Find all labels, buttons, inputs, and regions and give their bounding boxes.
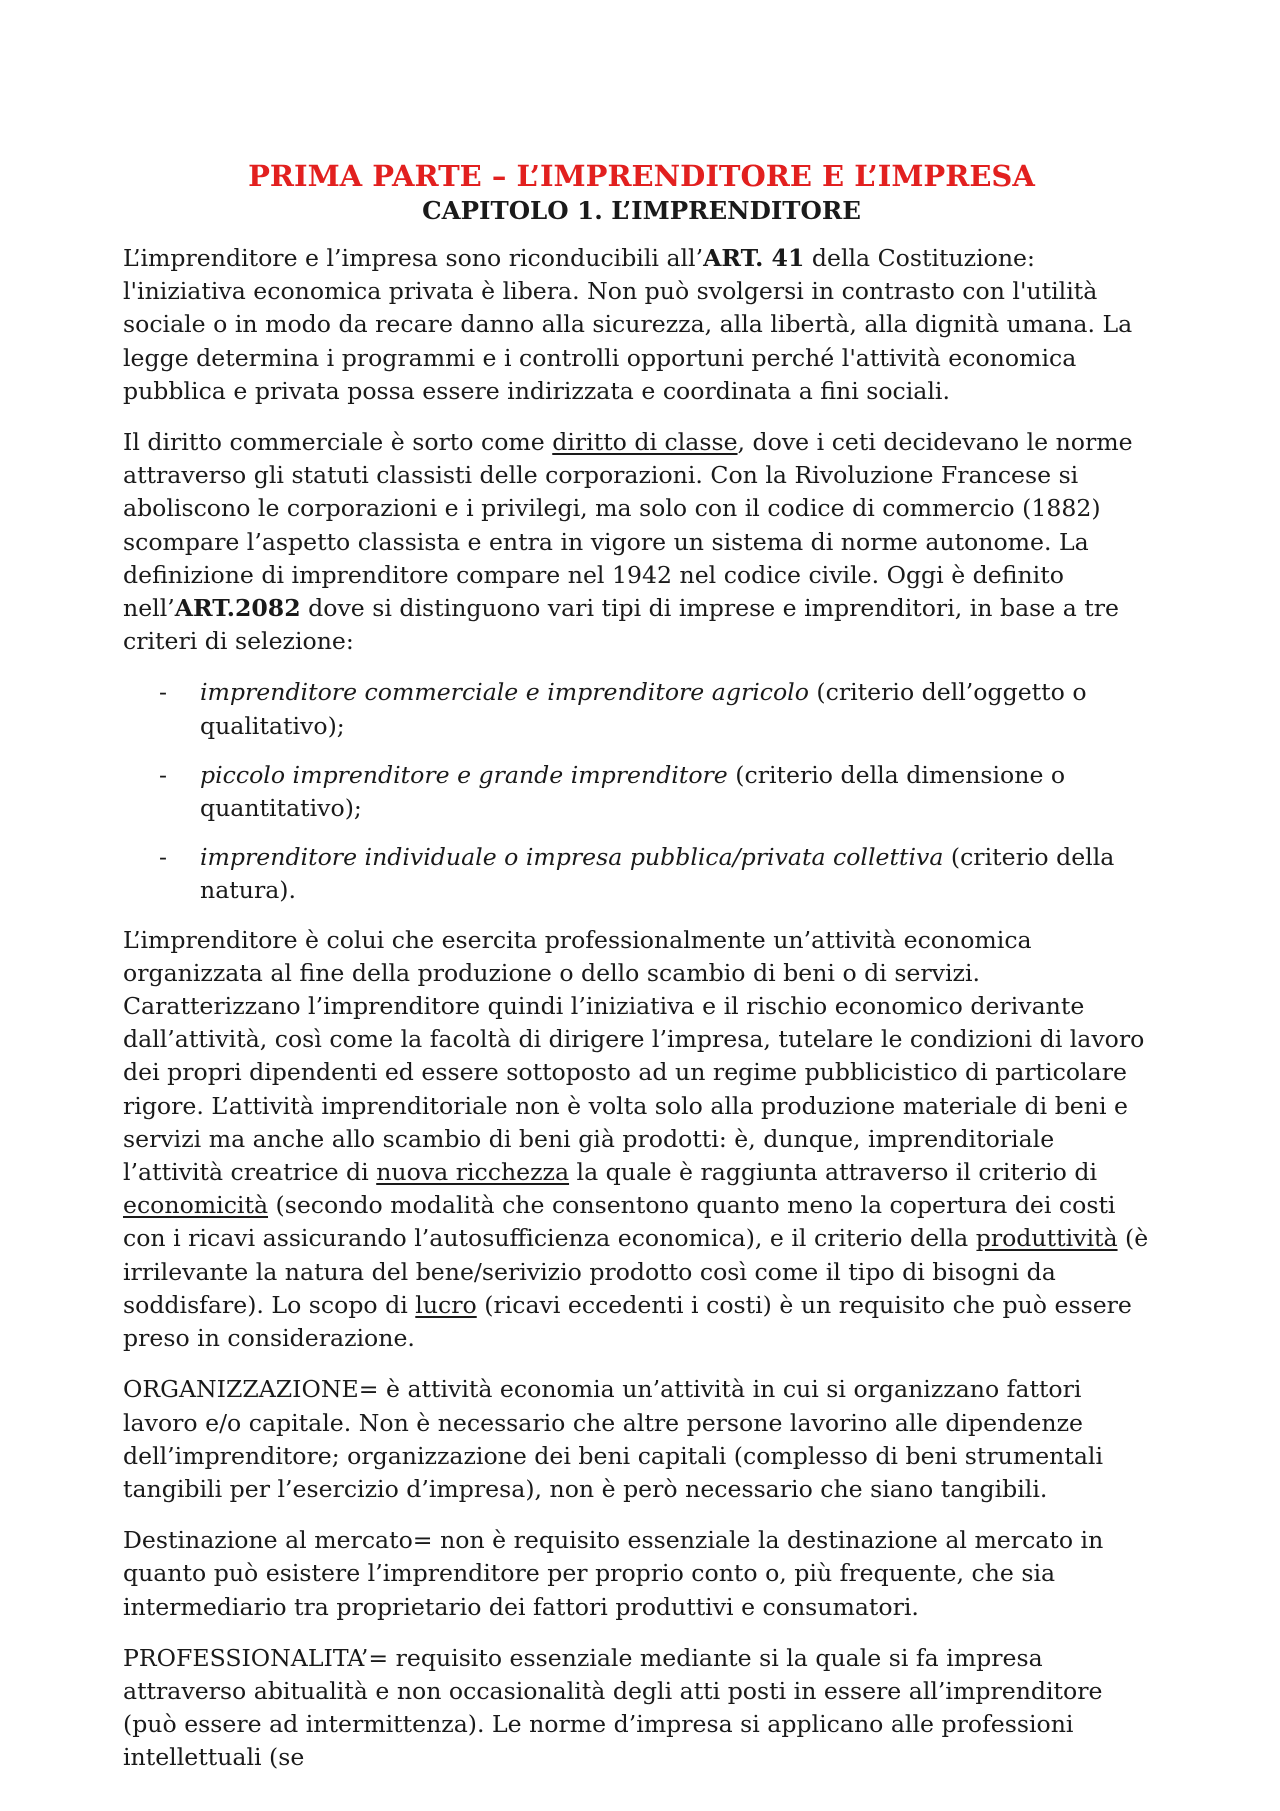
chapter-title: CAPITOLO 1. L’IMPRENDITORE xyxy=(422,196,861,225)
article-reference: ART.2082 xyxy=(174,594,301,623)
italic-term: imprenditore individuale o impresa pubblica/privata collettiva xyxy=(200,843,944,872)
underlined-term: produttività xyxy=(975,1224,1118,1253)
text-span: (secondo modalità che consentono quanto meno la copertura dei costi con i ricavi assicurando l’autosufficienza economica), e il criterio della xyxy=(123,1191,1116,1253)
list-dash: - xyxy=(159,760,167,789)
text-span: dove si distinguono vari tipi di imprese e imprenditori, in base a tre criteri di selezione: xyxy=(123,594,1120,656)
underlined-term: nuova ricchezza xyxy=(376,1158,570,1187)
paragraph-history xyxy=(123,426,1160,658)
text-span: della Costituzione: l'iniziativa economica privata è libera. Non può svolgersi in contrasto con l'utilità sociale o in modo da recare danno alla sicurezza, alla libertà, alla dignità umana. La legge determina i programmi e i controlli opportuni perché l'attività economica pubblica e privata possa essere indirizzata e coordinata a fini sociali. xyxy=(123,244,1133,405)
list-item xyxy=(123,759,1160,825)
list-item xyxy=(123,841,1160,907)
part-title: PRIMA PARTE – L’IMPRENDITORE E L’IMPRESA xyxy=(248,159,1035,193)
list-dash: - xyxy=(159,678,167,707)
italic-term: imprenditore commerciale e imprenditore agricolo xyxy=(200,678,809,707)
list-dash: - xyxy=(159,843,167,872)
paragraph-organizzazione: ORGANIZZAZIONE= è attività economia un’attività in cui si organizzano fattori lavoro e/o capitale. Non è necessario che altre persone lavorino alle dipendenze dell’imprenditore; organizzazione dei beni capitali (complesso di beni strumentali tangibili per l’esercizio d’impresa), non è però necessario che siano tangibili. xyxy=(123,1375,1104,1503)
criteria-list xyxy=(123,676,1160,907)
italic-term: piccolo imprenditore e grande imprenditore xyxy=(200,760,728,789)
paragraph-professionalita: PROFESSIONALITA’= requisito essenziale mediante si la quale si fa impresa attraverso abitualità e non occasionalità degli atti posti in essere all’imprenditore (può essere ad intermittenza). Le norme d’impresa si applicano alle professioni intellettuali (se xyxy=(123,1643,1103,1772)
underlined-term: economicità xyxy=(123,1191,269,1220)
text-span: , dove i ceti decidevano le norme attraverso gli statuti classisti delle corporazioni. Con la Rivoluzione Francese si aboliscono le corporazioni e i privilegi, ma solo con il codice di commercio (1882) scompare l’aspetto classista e entra in vigore un sistema di norme autonome. La definizione di imprenditore compare nel 1942 nel codice civile. Oggi è definito nell’ xyxy=(123,428,1133,623)
paragraph-definition xyxy=(123,924,1160,1356)
text-span: (criterio della dimensione o quantitativo); xyxy=(200,760,1066,823)
paragraph-art41 xyxy=(123,242,1160,408)
article-reference: ART. 41 xyxy=(703,244,805,272)
underlined-term: diritto di classe xyxy=(552,428,738,457)
text-span: (è irrilevante la natura del bene/serivizio prodotto così come il tipo di bisogni da soddisfare). Lo scopo di xyxy=(123,1224,1149,1319)
text-span: la quale è raggiunta attraverso il criterio di xyxy=(569,1158,1098,1187)
text-span: L’imprenditore è colui che esercita professionalmente un’attività economica organizzata al fine della produzione o dello scambio di beni o di servizi. Caratterizzano l’imprenditore quindi l’iniziativa e il rischio economico derivante dall’attività, così come la facoltà di dirigere l’impresa, tutelare le condizioni di lavoro dei propri dipendenti ed essere sottoposto ad un regime pubblicistico di particolare rigore. L’attività imprenditoriale non è volta solo alla produzione materiale di beni e servizi ma anche allo scambio di beni già prodotti: è, dunque, imprenditoriale l’attività creatrice di xyxy=(123,925,1145,1187)
text-span: (criterio dell’oggetto o qualitativo); xyxy=(200,678,1087,740)
text-span: (ricavi eccedenti i costi) è un requisito che può essere preso in considerazione. xyxy=(123,1290,1132,1353)
text-span: Il diritto commerciale è sorto come xyxy=(123,428,553,457)
list-item xyxy=(123,676,1160,742)
underlined-term: lucro xyxy=(415,1290,477,1319)
paragraph-destinazione: Destinazione al mercato= non è requisito essenziale la destinazione al mercato in quanto può esistere l’imprenditore per proprio conto o, più frequente, che sia intermediario tra proprietario dei fattori produttivi e consumatori. xyxy=(123,1526,1104,1621)
text-span: (criterio della natura). xyxy=(200,843,1115,905)
text-span: L’imprenditore e l’impresa sono riconducibili all’ xyxy=(123,244,704,272)
